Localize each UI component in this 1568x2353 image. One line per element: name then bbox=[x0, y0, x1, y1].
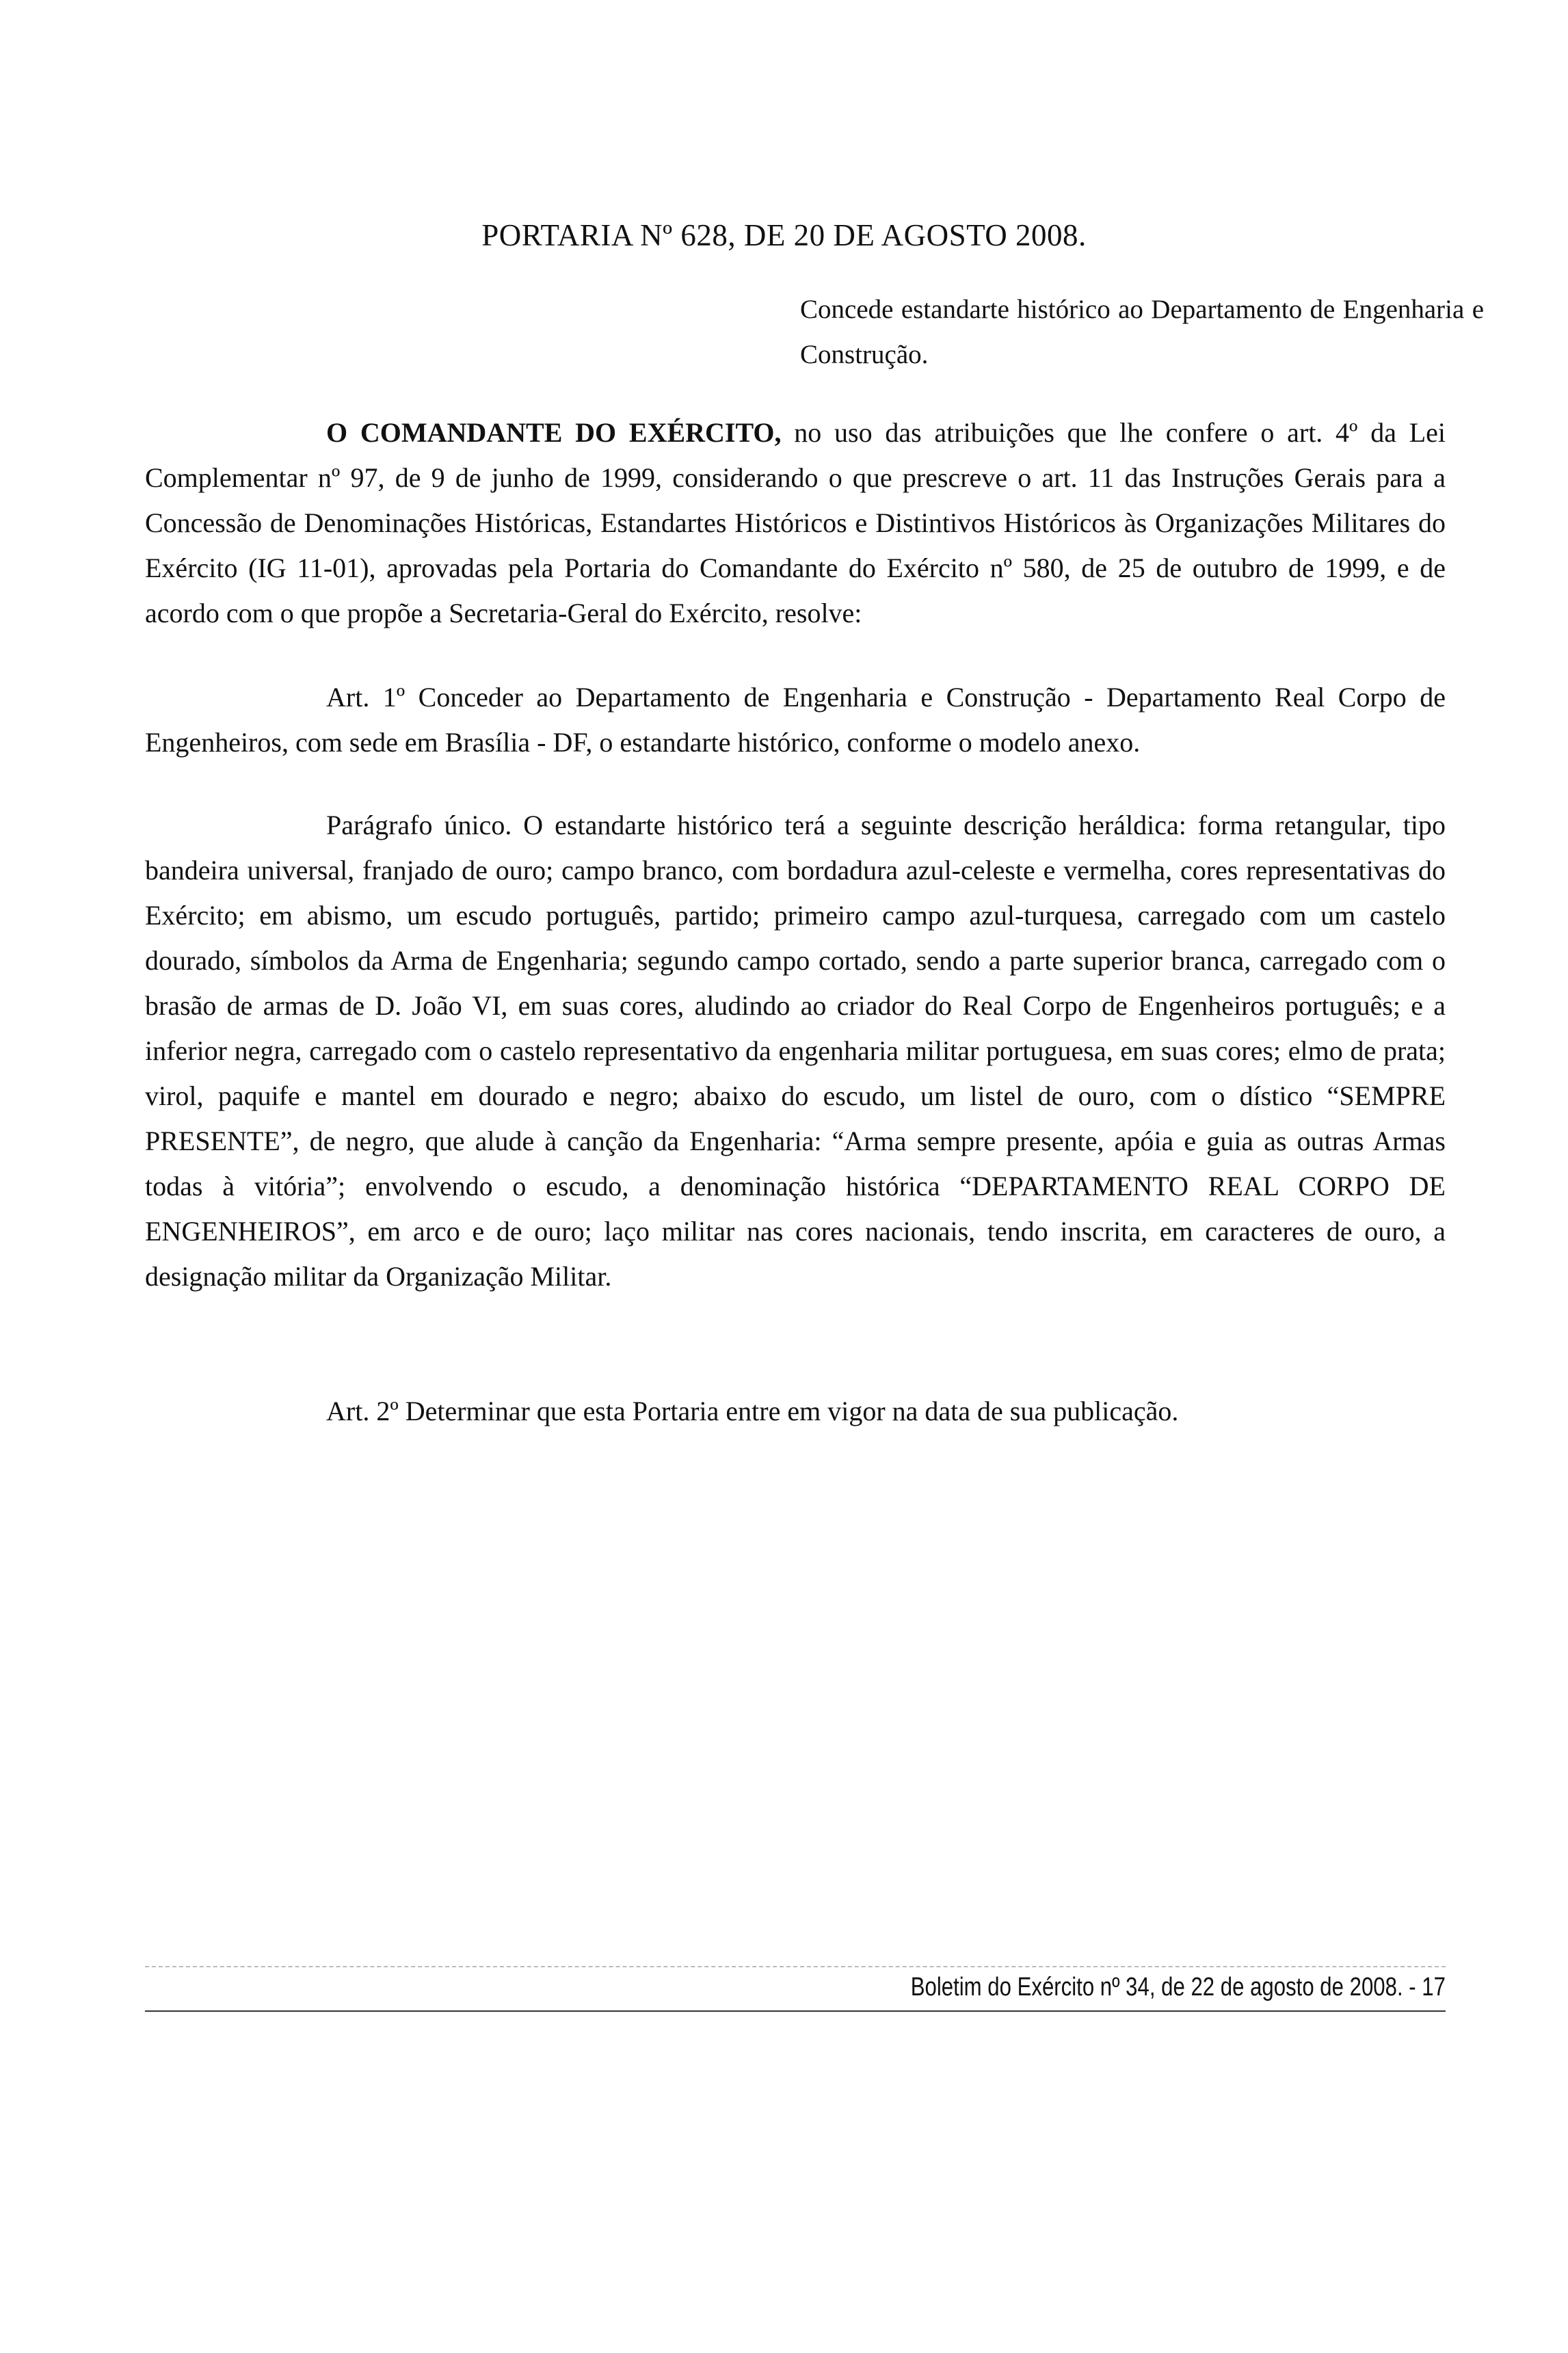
ementa: Concede estandarte histórico ao Departamento de Engenharia e Construção. bbox=[800, 295, 1484, 369]
preamble-authority: O COMANDANTE DO EXÉRCITO, bbox=[326, 417, 782, 448]
footer-citation: Boletim do Exército nº 34, de 22 de agosto de 2008. - 17 bbox=[910, 1973, 1446, 2002]
document-heading: PORTARIA Nº 628, DE 20 DE AGOSTO 2008. bbox=[481, 218, 1087, 252]
preamble-paragraph bbox=[145, 410, 1446, 636]
footer-rule bbox=[145, 2010, 1446, 2012]
article-1: Art. 1º Conceder ao Departamento de Engenharia e Construção - Departamento Real Corpo de Engenheiros, com sede em Brasília - DF, o estandarte histórico, conforme o modelo anexo. bbox=[145, 682, 1446, 758]
article-2: Art. 2º Determinar que esta Portaria entre em vigor na data de sua publicação. bbox=[326, 1396, 1179, 1426]
paragrafo-unico: Parágrafo único. O estandarte histórico terá a seguinte descrição heráldica: forma retangular, tipo bandeira universal, franjado de ouro; campo branco, com bordadura azul-celeste e vermelha, cores representativas do Exército; em abismo, um escudo português, partido; primeiro campo azul-turquesa, carregado com um castelo dourado, símbolos da Arma de Engenharia; segundo campo cortado, sendo a parte superior branca, carregado com o brasão de armas de D. João VI, em suas cores, aludindo ao criador do Real Corpo de Engenheiros português; e a inferior negra, carregado com o castelo representativo da engenharia militar portuguesa, em suas cores; elmo de prata; virol, paquife e mantel em dourado e negro; abaixo do escudo, um listel de ouro, com o dístico “SEMPRE PRESENTE”, de negro, que alude à canção da Engenharia: “Arma sempre presente, apóia e guia as outras Armas todas à vitória”; envolvendo o escudo, a denominação histórica “DEPARTAMENTO REAL CORPO DE ENGENHEIROS”, em arco e de ouro; laço militar nas cores nacionais, tendo inscrita, em caracteres de ouro, a designação militar da Organização Militar. bbox=[145, 810, 1446, 1292]
preamble-text: no uso das atribuições que lhe confere o art. 4º da Lei Complementar nº 97, de 9 de junho de 1999, considerando o que prescreve o art. 11 das Instruções Gerais para a Concessão de Denominações Históricas, Estandartes Históricos e Distintivos Históricos às Organizações Militares do Exército (IG 11-01), aprovadas pela Portaria do Comandante do Exército nº 580, de 25 de outubro de 1999, e de acordo com o que propõe a Secretaria-Geral do Exército, resolve: bbox=[145, 417, 1446, 628]
footer-dashed-rule bbox=[145, 1966, 1446, 1967]
